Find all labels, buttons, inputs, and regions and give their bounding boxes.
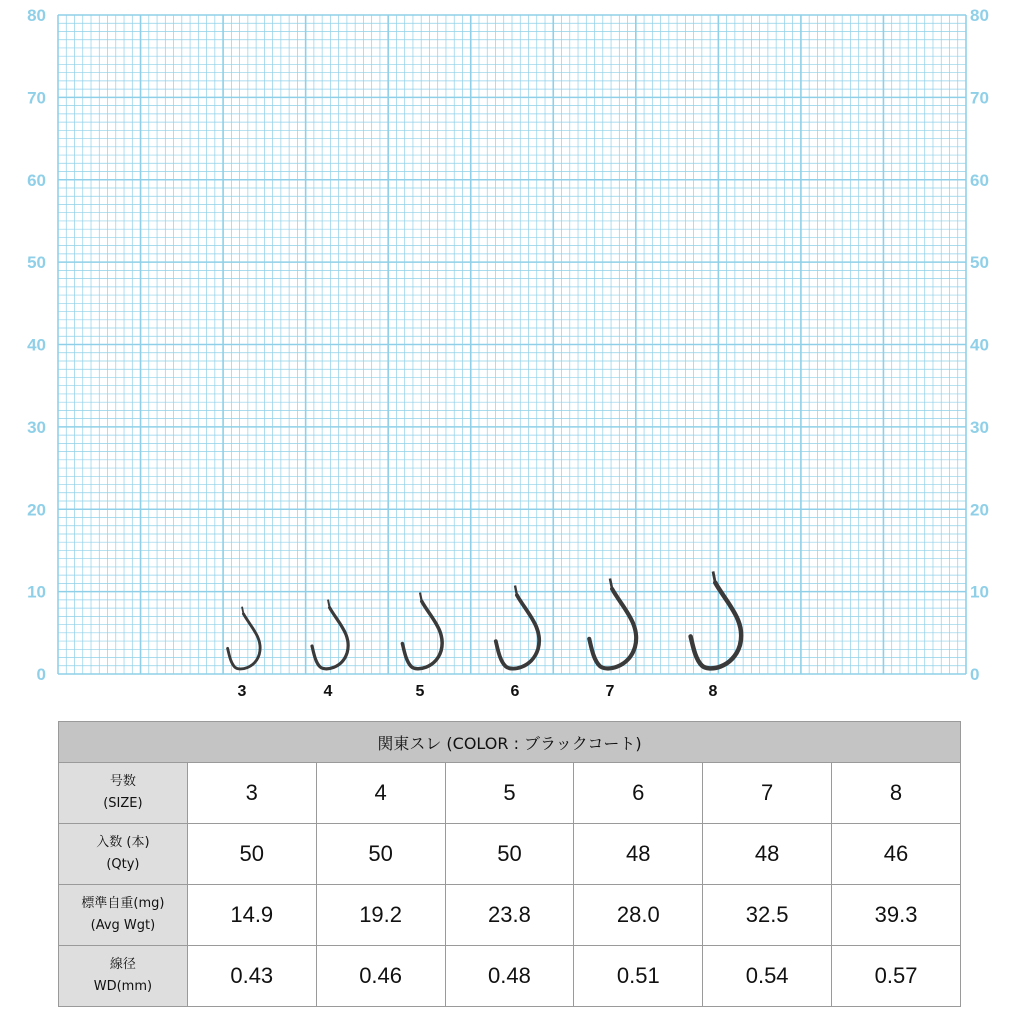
table-row [59,763,961,824]
table-cell: 0.51 [574,946,703,1007]
row-label-en: WD(mm) [93,979,153,994]
row-label-jp: 入数 (本) [96,835,150,850]
table-row [59,946,961,1007]
right-axis-tick-label: 50 [970,253,989,273]
row-label-cell [59,824,188,885]
hook-size-label: 5 [415,683,425,700]
row-label-en: (Qty) [106,857,140,872]
hook-shape [589,589,636,669]
hook-illustrations [228,571,742,669]
row-label-en: (SIZE) [103,796,143,811]
left-axis-tick-label: 30 [27,417,46,437]
table-cell: 0.46 [316,946,445,1007]
hook-eye [713,571,715,582]
left-axis-labels [27,6,46,684]
row-label-jp: 線径 [109,957,136,972]
row-label-en: (Avg Wgt) [90,918,156,933]
table-cell: 0.48 [445,946,574,1007]
hook-size-label: 6 [510,683,520,700]
table-cell: 0.43 [187,946,316,1007]
hook-shape [228,614,261,669]
table-row [59,824,961,885]
table-cell: 23.8 [445,885,574,946]
hook-eye [515,586,517,596]
table-cell: 7 [703,763,832,824]
left-axis-tick-label: 0 [36,665,46,684]
left-axis-tick-label: 70 [27,88,46,108]
left-axis-tick-label: 60 [27,170,46,190]
hook-size-labels [238,683,718,700]
right-axis-tick-label: 10 [970,582,989,602]
table-cell: 0.54 [703,946,832,1007]
right-axis-labels [970,6,989,684]
table-cell: 5 [445,763,574,824]
left-axis-tick-label: 80 [27,6,46,25]
table-cell: 39.3 [832,885,961,946]
table-cell: 48 [703,824,832,885]
right-axis-tick-label: 20 [970,500,989,520]
row-label-jp: 標準自重(mg) [81,896,165,911]
table-cell: 50 [445,824,574,885]
hook-shape [402,601,442,668]
left-axis-tick-label: 40 [27,335,46,355]
table-cell: 6 [574,763,703,824]
table-cell: 28.0 [574,885,703,946]
spec-table [58,721,961,1007]
hook-size-6-illustration [496,586,539,669]
left-axis-tick-label: 10 [27,582,46,602]
left-axis-tick-label: 20 [27,500,46,520]
right-axis-tick-label: 0 [970,665,980,684]
row-label-cell [59,763,188,824]
left-axis-tick-label: 50 [27,253,46,273]
row-label-jp: 号数 [109,774,136,789]
table-cell: 8 [832,763,961,824]
hook-size-label: 3 [237,683,247,700]
hook-eye [242,607,243,614]
right-axis-tick-label: 80 [970,6,989,25]
hook-shape [691,583,742,669]
table-body [59,763,961,1007]
hook-size-label: 8 [708,683,718,700]
row-label-cell [59,946,188,1007]
right-axis-tick-label: 60 [970,170,989,190]
table-cell: 0.57 [832,946,961,1007]
table-cell: 50 [316,824,445,885]
table-cell: 14.9 [187,885,316,946]
hook-eye [610,578,612,588]
table-cell: 19.2 [316,885,445,946]
hook-size-label: 7 [605,683,615,700]
table-cell: 50 [187,824,316,885]
table-cell: 46 [832,824,961,885]
right-axis-tick-label: 70 [970,88,989,108]
row-label-cell [59,885,188,946]
hook-eye [328,600,330,608]
right-axis-tick-label: 30 [970,417,989,437]
table-cell: 4 [316,763,445,824]
hook-size-label: 4 [323,683,333,700]
table-cell: 3 [187,763,316,824]
table-row [59,885,961,946]
table-cell: 32.5 [703,885,832,946]
table-cell: 48 [574,824,703,885]
hook-size-8-illustration [691,571,742,668]
table-title: 関東スレ (COLOR : ブラックコート) [59,722,961,763]
right-axis-tick-label: 40 [970,335,989,355]
table-title-row [59,722,961,763]
